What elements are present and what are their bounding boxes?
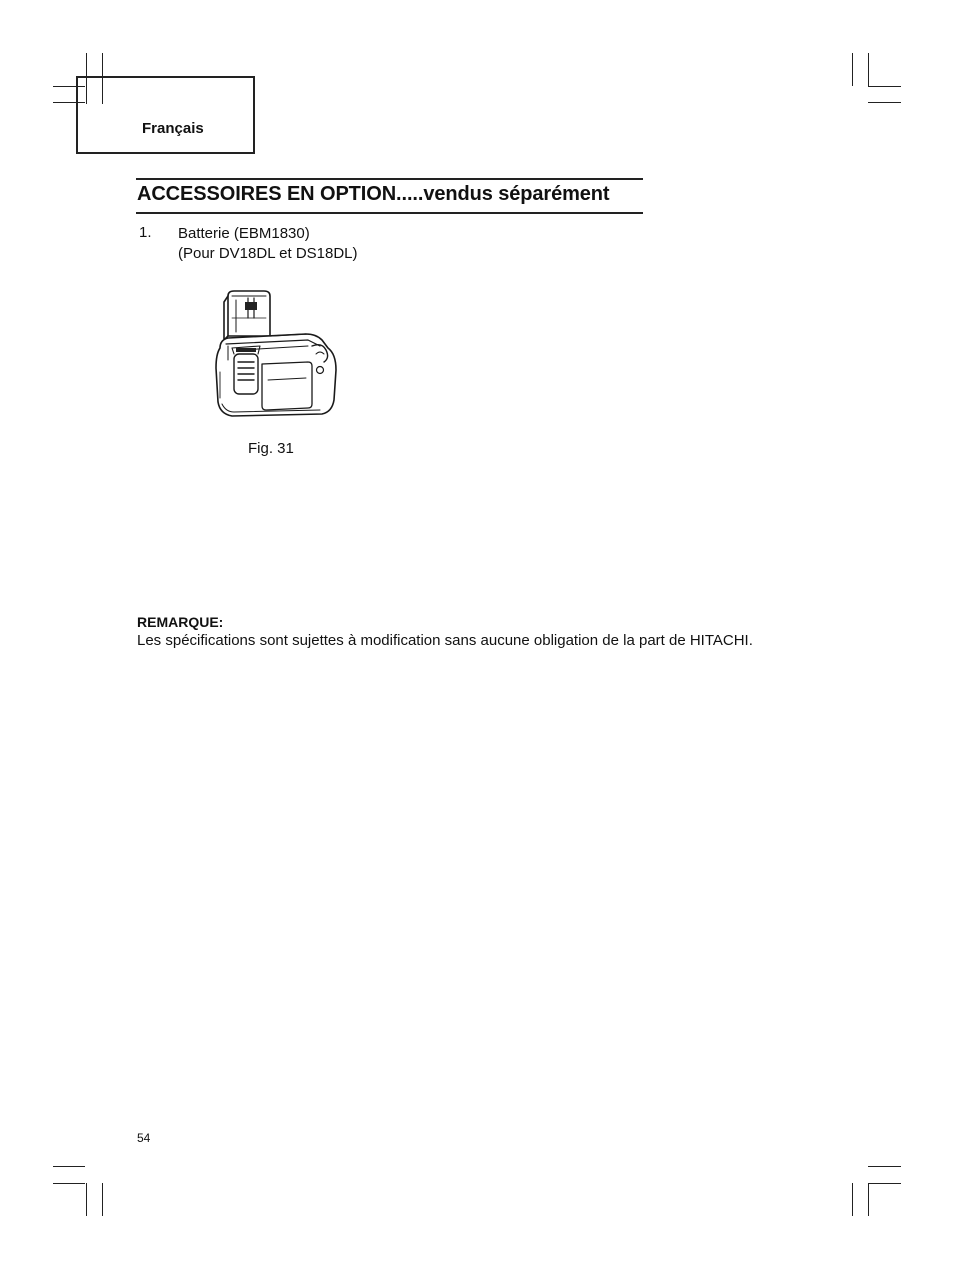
list-item <box>178 224 358 264</box>
title-rule-bottom <box>136 212 643 214</box>
list-item-line-2: (Pour DV18DL et DS18DL) <box>178 245 358 262</box>
section-title: ACCESSOIRES EN OPTION.....vendus séparément <box>137 183 610 205</box>
language-label: Français <box>142 120 204 137</box>
page-number: 54 <box>137 1131 151 1145</box>
battery-pack-illustration <box>212 288 342 424</box>
figure-caption: Fig. 31 <box>248 440 294 457</box>
list-item-number: 1. <box>139 224 152 241</box>
language-tab-box <box>76 76 255 154</box>
list-item-line-1: Batterie (EBM1830) <box>178 225 310 242</box>
title-rule-top <box>136 178 643 180</box>
note-text: Les spécifications sont sujettes à modification sans aucune obligation de la part de HITACHI. <box>137 632 753 649</box>
note-label: REMARQUE: <box>137 614 224 630</box>
